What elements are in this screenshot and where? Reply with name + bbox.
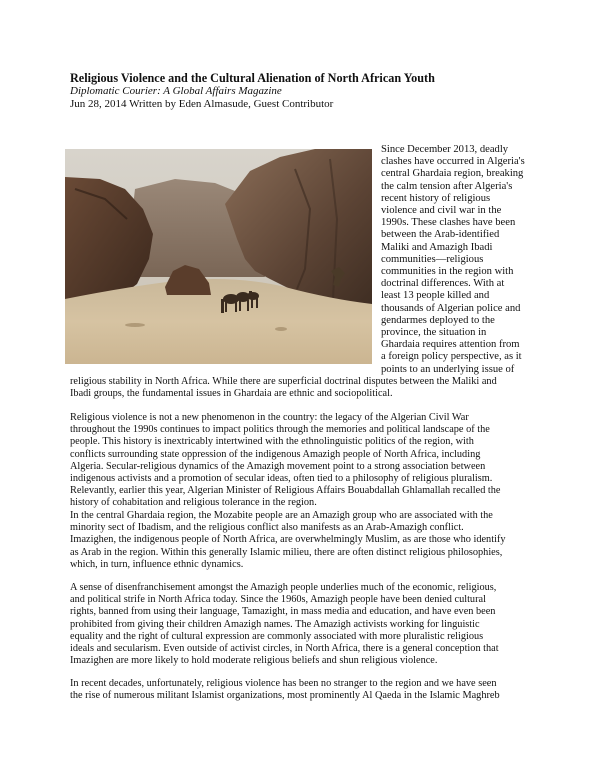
text-line: communities in the region with xyxy=(381,266,514,278)
paragraph-5 xyxy=(70,678,550,702)
text-line: Maliki and Amazigh Ibadi xyxy=(381,241,493,253)
text-line: throughout the 1990s continues to impact politics through the memories and political landscape of the xyxy=(70,424,490,436)
text-line: Religious violence is not a new phenomenon in the country: the legacy of the Algerian Civil War xyxy=(70,412,469,423)
text-line: and political strife in North Africa today. Since the 1960s, Amazigh people have been denied cultural xyxy=(70,594,486,606)
text-line: least 13 people killed and xyxy=(381,290,490,302)
text-line: rights, banned from using their language, Tamazight, in mass media and education, and have even been xyxy=(70,606,496,618)
text-line: conflicts surrounding state oppression of the indigenous Amazigh people of North Africa, including xyxy=(70,448,481,460)
text-line: a foreign policy perspective, as it xyxy=(381,351,522,363)
text-line: In recent decades, unfortunately, religious violence has been no stranger to the region and we have seen xyxy=(70,678,497,689)
text-line: ideals and secularism. Even outside of activist circles, in North Africa, there is a general conception that xyxy=(70,643,499,655)
byline: Jun 28, 2014 Written by Eden Almasude, Guest Contributor xyxy=(70,98,334,110)
paragraph-3 xyxy=(70,510,550,571)
text-line: violence and civil war in the xyxy=(381,205,502,217)
text-line: A sense of disenfranchisement amongst the Amazigh people underlies much of the economic, religious, xyxy=(70,582,497,593)
desert-photo xyxy=(65,149,372,364)
text-line: the rise of numerous militant Islamist organizations, most prominently Al Qaeda in the Islamic Maghreb xyxy=(70,690,500,702)
text-line: equality and the right of cultural expression are commonly associated with more pluralistic religious xyxy=(70,630,484,642)
text-line: communities—religious xyxy=(381,253,484,265)
text-line: 1990s. These clashes have been xyxy=(381,217,516,229)
text-line: central Ghardaia region, breaking xyxy=(381,168,524,180)
text-line: recent history of religious xyxy=(381,192,491,204)
wrapped-intro-column xyxy=(381,144,547,376)
text-line: points to an underlying issue of xyxy=(381,363,515,375)
text-line: doctrinal differences. With at xyxy=(381,278,505,290)
text-line: Imazighen are more likely to hold moderate religious beliefs and shun religious violence. xyxy=(70,655,438,667)
text-line: In the central Ghardaia region, the Mozabite people are an Amazigh group who are associated with the xyxy=(70,510,493,521)
paragraph-4 xyxy=(70,582,550,667)
paragraph-1 xyxy=(70,376,550,400)
text-line: Ibadi groups, the fundamental issues in Ghardaia are ethnic and sociopolitical. xyxy=(70,388,393,400)
text-line: religious stability in North Africa. While there are superficial doctrinal disputes between the Maliki and xyxy=(70,376,497,387)
paragraph-2 xyxy=(70,412,550,510)
text-line: province, the situation in xyxy=(381,327,487,339)
text-line: Ghardaia requires attention from xyxy=(381,339,520,351)
text-line: between the Arab-identified xyxy=(381,229,500,241)
text-line: Relevantly, earlier this year, Algerian Minister of Religious Affairs Bouabdallah Ghlamallah recalled the xyxy=(70,485,501,497)
text-line: the calm tension after Algeria's xyxy=(381,180,513,192)
publication-name: Diplomatic Courier: A Global Affairs Magazine xyxy=(70,85,282,97)
text-line: people. This history is inextricably intertwined with the ethnolinguistic politics of the region, with xyxy=(70,436,474,448)
text-line: which, in turn, influence ethnic dynamics. xyxy=(70,558,244,570)
text-line: as Arab in the region. Within this generally Islamic milieu, there are often distinct religious philosophies, xyxy=(70,546,503,558)
text-line: indigenous activists and a promotion of secular ideas, often tied to a philosophy of religious pluralism. xyxy=(70,473,493,485)
text-line: Since December 2013, deadly xyxy=(381,144,509,155)
text-line: clashes have occurred in Algeria's xyxy=(381,156,525,168)
article-title: Religious Violence and the Cultural Alienation of North African Youth xyxy=(70,71,435,85)
text-line: prohibited from giving their children Amazigh names. The Amazigh activists working for linguistic xyxy=(70,618,480,630)
text-line: gendarmes deployed to the xyxy=(381,314,495,326)
text-line: minority sect of Ibadism, and the religious conflict also manifests as an Arab-Amazigh conflict. xyxy=(70,522,464,534)
text-line: Algeria. Secular-religious dynamics of the Amazigh movement point to a strong association between xyxy=(70,460,486,472)
text-line: history of cohabitation and religious tolerance in the region. xyxy=(70,497,317,509)
text-line: thousands of Algerian police and xyxy=(381,302,521,314)
text-line: Imazighen, the indigenous people of North Africa, are overwhelmingly Muslim, as are those who identify xyxy=(70,534,506,546)
